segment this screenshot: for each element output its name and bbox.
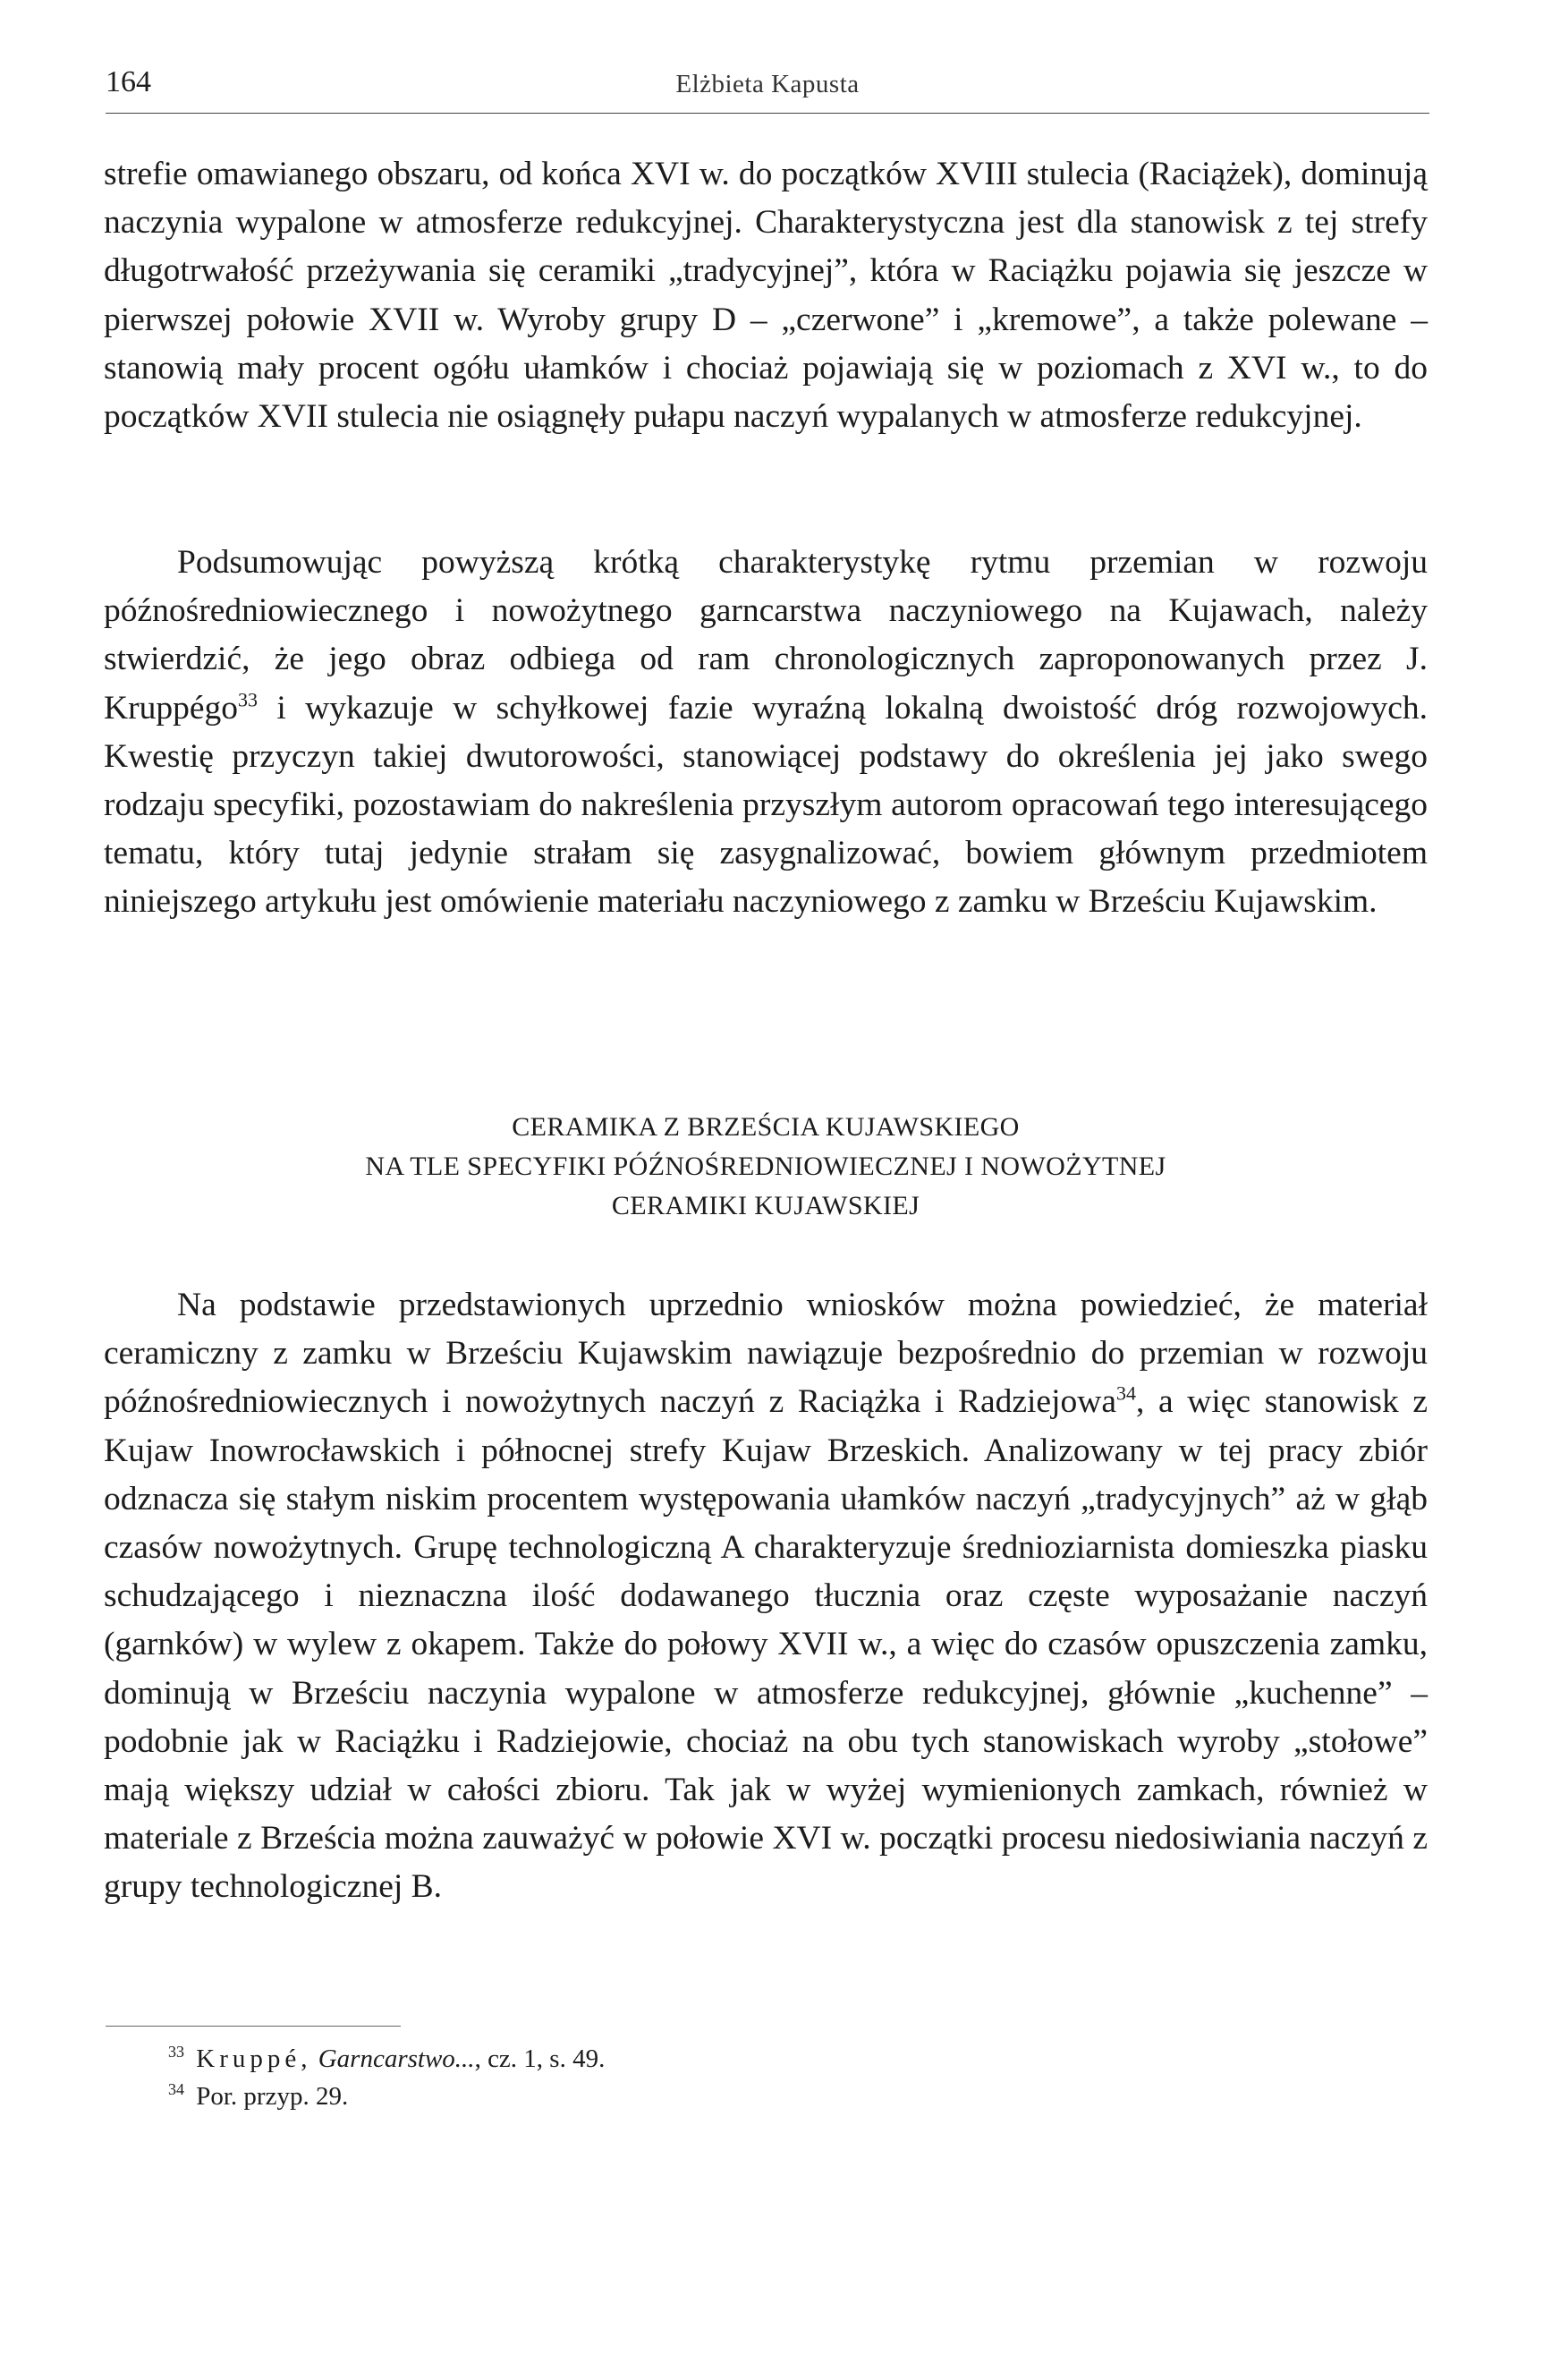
footnote-text: Por. przyp. 29. <box>196 2082 349 2111</box>
page-number: 164 <box>106 65 151 98</box>
paragraph-2-text-b: i wykazuje w schyłkowej fazie wyraźną lokalną dwoistość dróg rozwojowych. Kwestię przyczyn takiej dwutorowości, stanowiącej podstawy do określenia jej jako swego rodzaju specyfiki, pozostawiam do nakreślenia przyszłym autorom opracowań tego interesującego tematu, który tutaj jedynie strałam się zasygnalizować, bowiem głównym przedmiotem niniejszego artykułu jest omówienie materiału naczyniowego z zamku w Brześciu Kujawskim. <box>104 689 1428 921</box>
footnote-author: Kruppé, <box>196 2044 312 2073</box>
paragraph-3-text-a: Na podstawie przedstawionych uprzednio wniosków można powiedzieć, że materiał ceramiczny z zamku w Brześciu Kujawskim nawiązuje bezpośrednio do przemian w rozwoju późnośredniowiecznych i nowożytnych naczyń z Raciążka i Radziejowa <box>104 1287 1428 1421</box>
footnote-33 <box>168 2040 1331 2078</box>
paragraph-3 <box>104 1281 1428 1912</box>
footnote-number: 33 <box>168 2043 184 2061</box>
paragraph-2 <box>104 539 1428 927</box>
paragraph-2-text-a: Podsumowując powyższą krótką charakterystykę rytmu przemian w rozwoju późnośredniowiecznego i nowożytnego garncarstwa naczyniowego na Kujawach, należy stwierdzić, że jego obraz odbiega od ram chronologicznych zaproponowanych przez J. Kruppégo <box>104 544 1428 727</box>
section-heading <box>104 1108 1428 1226</box>
paragraph-3-text-b: , a więc stanowisk z Kujaw Inowrocławskich i północnej strefy Kujaw Brzeskich. Analizowany w tej pracy zbiór odznacza się stałym niskim procentem występowania ułamków naczyń „tradycyjnych” aż w głąb czasów nowożytnych. Grupę technologiczną A charakteryzuje średnioziarnista domieszka piasku schudzającego i nieznaczna ilość dodawanego tłucznia oraz częste wyposażanie naczyń (garnków) w wylew z okapem. Także do połowy XVII w., a więc do czasów opuszczenia zamku, dominują w Brześciu naczynia wypalone w atmosferze redukcyjnej, głównie „kuchenne” – podobnie jak w Raciążku i Radziejowie, chociaż na obu tych stanowiskach wyroby „stołowe” mają większy udział w całości zbioru. Tak jak w wyżej wymienionych zamkach, również w materiale z Brześcia można zauważyć w połowie XVI w. początki procesu niedosiwiania naczyń z grupy technologicznej B. <box>104 1383 1429 1906</box>
section-heading-line-1: CERAMIKA Z BRZEŚCIA KUJAWSKIEGO <box>512 1112 1020 1142</box>
footnote-34 <box>168 2078 1331 2115</box>
section-heading-line-2: NA TLE SPECYFIKI PÓŹNOŚREDNIOWIECZNEJ I NOWOŻYTNEJ <box>365 1152 1166 1181</box>
section-heading-line-3: CERAMIKI KUJAWSKIEJ <box>611 1191 920 1220</box>
footnote-rest: , cz. 1, s. 49. <box>474 2044 606 2073</box>
running-head-author: Elżbieta Kapusta <box>675 70 860 98</box>
footnote-ref-33: 33 <box>237 688 258 711</box>
page-header <box>106 63 1429 114</box>
footnote-title: Garncarstwo... <box>318 2044 475 2073</box>
paragraph-1: strefie omawianego obszaru, od końca XVI w. do początków XVIII stulecia (Raciążek), dominują naczynia wypalone w atmosferze redukcyjnej. Charakterystyczna jest dla stanowisk z tej strefy długotrwałość przeżywania się ceramiki „tradycyjnej”, która w Raciążku pojawia się jeszcze w pierwszej połowie XVII w. Wyroby grupy D – „czerwone” i „kremowe”, a także polewane – stanowią mały procent ogółu ułamków i chociaż pojawiają się w poziomach z XVI w., to do początków XVII stulecia nie osiągnęły pułapu naczyń wypalanych w atmosferze redukcyjnej. <box>104 156 1428 436</box>
footnote-number: 34 <box>168 2080 184 2099</box>
footnote-divider <box>106 2026 401 2027</box>
footnote-ref-34: 34 <box>1115 1381 1136 1405</box>
footnotes <box>168 2040 1331 2115</box>
